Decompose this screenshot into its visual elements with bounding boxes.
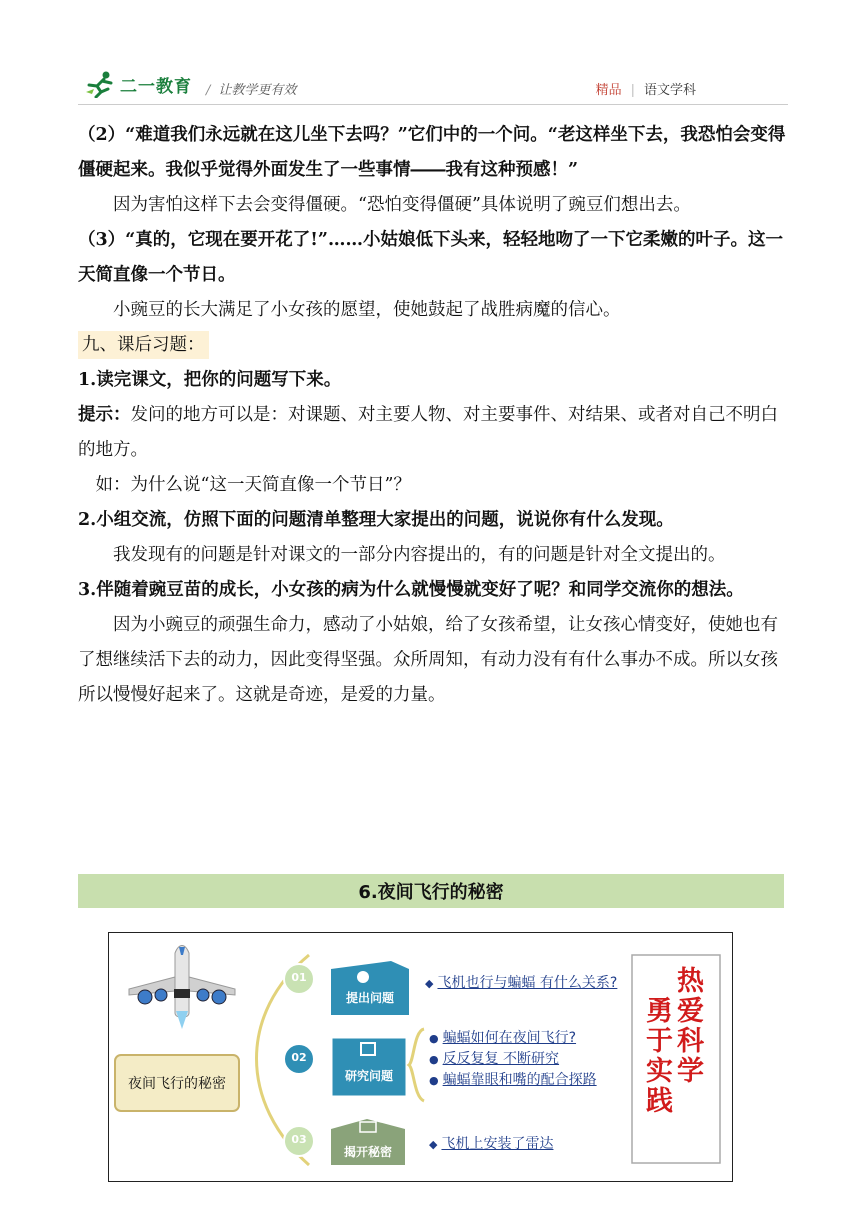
step2-item-2 — [429, 1048, 559, 1068]
step1-item-text: 飞机也行与蝙蝠 有什么关系? — [437, 975, 618, 991]
mind-map — [108, 932, 733, 1182]
step1-box — [331, 961, 409, 1015]
exercise-3: 3.伴随着豌豆苗的成长，小女孩的病为什么就慢慢就变好了呢？和同学交流你的想法。 — [78, 580, 744, 600]
diamond-bullet-icon: ◆ — [429, 1138, 438, 1151]
diamond-bullet-icon: ◆ — [425, 977, 434, 990]
lesson-title-band — [78, 874, 784, 908]
runner-logo-icon — [84, 70, 116, 98]
step2-item-3-text: 蝙蝠靠眼和嘴的配合探路 — [442, 1072, 597, 1088]
example: 如：为什么说“这一天简直像一个节日”？ — [95, 475, 411, 495]
exercise-3-answer: 因为小豌豆的顽强生命力，感动了小姑娘，给了女孩希望，让女孩心情变好，使她也有了想继续活下去的动力，因此变得坚强。众所周知，有动力没有有什么事办不成。所以女孩所以慢慢好起来了。这就是奇迹，是爱的力量。 — [78, 615, 778, 705]
logo — [84, 70, 192, 98]
mind-map-graphics — [109, 933, 734, 1183]
header-tags: 精品 | 语文学科 — [595, 83, 696, 98]
theme-column-dare-practice: 勇于实践 — [646, 996, 673, 1117]
hint-text: 发问的地方可以是：对课题、对主要人物、对主要事件、对结果、或者对自己不明白的地方。 — [78, 405, 778, 460]
step1-item — [425, 971, 625, 994]
step3-num: 03 — [291, 1133, 307, 1146]
step2-item-2-text: 反反复复 不断研究 — [442, 1051, 560, 1067]
airplane-icon — [129, 946, 235, 1030]
dot-bullet-icon: ● — [429, 1074, 439, 1087]
step3-item-text: 飞机上安装了雷达 — [441, 1136, 554, 1152]
step3-item — [429, 1133, 553, 1153]
slogan-text: 让教学更有效 — [218, 83, 297, 98]
step2-brace — [409, 1029, 424, 1101]
theme-column-love-science: 热爱科学 — [677, 966, 704, 1087]
header-divider — [78, 104, 788, 105]
step2-label: 研究问题 — [344, 1069, 393, 1083]
answer-3: 小豌豆的长大满足了小女孩的愿望，使她鼓起了战胜病魔的信心。 — [113, 300, 621, 320]
exercise-2-answer: 我发现有的问题是针对课文的一部分内容提出的，有的问题是针对全文提出的。 — [113, 545, 726, 565]
logo-text: 二一教育 — [120, 76, 192, 97]
step1-num: 01 — [291, 971, 307, 984]
hint — [78, 398, 786, 468]
step2-item-1 — [429, 1027, 576, 1047]
step1-label: 提出问题 — [345, 991, 394, 1005]
document-body — [78, 118, 786, 713]
center-label: 夜间飞行的秘密 — [128, 1076, 226, 1092]
question-2: （2）“难道我们永远就在这儿坐下去吗？”它们中的一个问。“老这样坐下去，我恐怕会变得僵硬起来。我似乎觉得外面发生了一些事情――我有这种预感！” — [78, 125, 786, 180]
dot-bullet-icon: ● — [429, 1053, 439, 1066]
step2-item-3 — [429, 1069, 597, 1089]
lesson-title: 6.夜间飞行的秘密 — [358, 882, 504, 903]
slogan: / 让教学更有效 — [206, 83, 297, 98]
step3-label: 揭开秘密 — [343, 1145, 392, 1159]
step2-item-1-text: 蝙蝠如何在夜间飞行? — [442, 1030, 577, 1046]
dot-bullet-icon: ● — [429, 1032, 439, 1045]
hint-label: 提示： — [78, 405, 131, 425]
section-heading: 九、课后习题： — [78, 331, 209, 359]
answer-2: 因为害怕这样下去会变得僵硬。“恐怕变得僵硬”具体说明了豌豆们想出去。 — [113, 195, 691, 215]
tag-subject: 语文学科 — [643, 83, 696, 98]
page-header — [78, 70, 788, 104]
exercise-2: 2.小组交流，仿照下面的问题清单整理大家提出的问题，说说你有什么发现。 — [78, 510, 674, 530]
question-3: （3）“真的，它现在要开花了!”……小姑娘低下头来，轻轻地吻了一下它柔嫩的叶子。这一天简直像一个节日。 — [78, 230, 783, 285]
step2-num: 02 — [291, 1051, 307, 1064]
exercise-1: 1.读完课文，把你的问题写下来。 — [78, 370, 342, 390]
tag-jingpin: 精品 — [595, 83, 622, 98]
